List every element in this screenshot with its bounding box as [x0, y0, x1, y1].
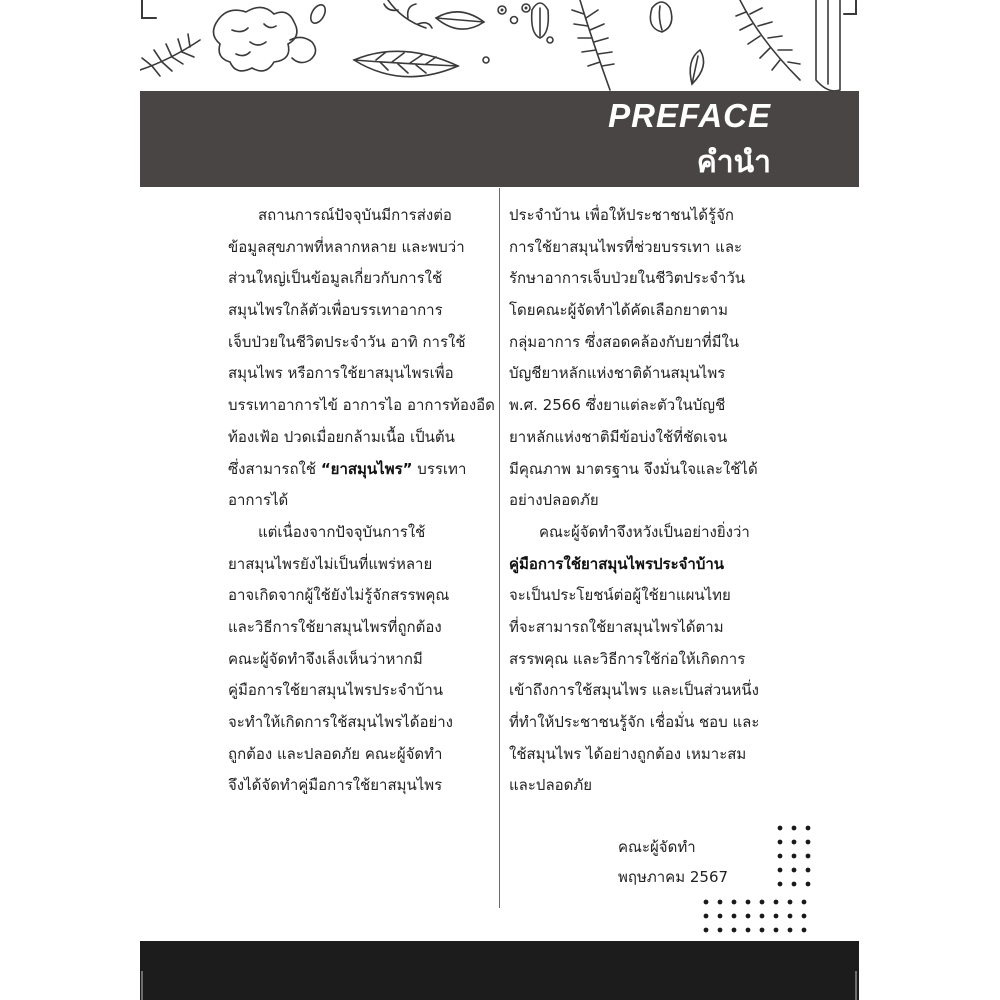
- text-line: สมุนไพร หรือการใช้ยาสมุนไพรเพื่อ: [228, 364, 454, 383]
- footer-corner-marks: [140, 941, 859, 1000]
- paragraph-2: [228, 517, 493, 802]
- text-line: รักษาอาการเจ็บป่วยในชีวิตประจำวัน: [509, 269, 746, 288]
- text-line: อย่างปลอดภัย: [509, 491, 599, 510]
- title-banner: [140, 91, 859, 187]
- text-line: ใช้สมุนไพร ได้อย่างถูกต้อง เหมาะสม: [509, 744, 747, 763]
- text-line: โดยคณะผู้จัดทำได้คัดเลือกยาตาม: [509, 301, 728, 320]
- text-line: ยาสมุนไพรยังไม่เป็นที่แพร่หลาย: [228, 554, 433, 573]
- herb-illustration-band: [140, 0, 859, 92]
- signature-author: คณะผู้จัดทำ: [618, 838, 696, 856]
- paragraph-1-continued: [509, 200, 789, 517]
- text-line: จึงได้จัดทำคู่มือการใช้ยาสมุนไพร: [228, 776, 443, 795]
- text-line: ประจำบ้าน เพื่อให้ประชาชนได้รู้จัก: [509, 206, 734, 224]
- decorative-dot-grid-horizontal: [702, 896, 822, 936]
- text-line: อาการได้: [228, 491, 289, 510]
- text-line-with-emphasis: [228, 454, 493, 486]
- text-line: ท้องเฟ้อ ปวดเมื่อยกล้ามเนื้อ เป็นต้น: [228, 427, 455, 446]
- left-column-text: [228, 200, 493, 802]
- title-thai: คำนำ: [696, 145, 771, 180]
- text-line: ส่วนใหญ่เป็นข้อมูลเกี่ยวกับการใช้: [228, 269, 443, 288]
- text-line: กลุ่มอาการ ซึ่งสอดคล้องกับยาที่มีใน: [509, 332, 740, 351]
- text-line: คณะผู้จัดทำจึงเล็งเห็นว่าหากมี: [228, 649, 423, 668]
- text-line: และปลอดภัย: [509, 776, 593, 795]
- emphasis-herbal-medicine: “ยาสมุนไพร”: [320, 459, 413, 478]
- text-line: ที่จะสามารถใช้ยาสมุนไพรได้ตาม: [509, 617, 724, 636]
- signature-block: [618, 832, 728, 892]
- text-line: พ.ศ. 2566 ซึ่งยาแต่ละตัวในบัญชี: [509, 396, 726, 415]
- text-line: แต่เนื่องจากปัจจุบันการใช้: [258, 522, 426, 541]
- text-line: อาจเกิดจากผู้ใช้ยังไม่รู้จักสรรพคุณ: [228, 586, 450, 605]
- preface-page: [140, 0, 859, 1000]
- emphasis-handbook-title: คู่มือการใช้ยาสมุนไพรประจำบ้าน: [509, 554, 725, 573]
- text-line: ที่ทำให้ประชาชนรู้จัก เชื่อมั่น ชอบ และ: [509, 713, 760, 731]
- paragraph-3: [509, 517, 789, 802]
- text-line: มีคุณภาพ มาตรฐาน จึงมั่นใจและใช้ได้: [509, 459, 758, 478]
- text-line: คณะผู้จัดทำจึงหวังเป็นอย่างยิ่งว่า: [539, 522, 750, 541]
- signature-date: พฤษภาคม 2567: [618, 868, 729, 886]
- text-line: ถูกต้อง และปลอดภัย คณะผู้จัดทำ: [228, 744, 443, 763]
- text-line: เจ็บป่วยในชีวิตประจำวัน อาทิ การใช้: [228, 332, 466, 351]
- text-line-with-emphasis: [509, 549, 789, 581]
- text-line: จะทำให้เกิดการใช้สมุนไพรได้อย่าง: [228, 713, 453, 731]
- footer-bar: [140, 941, 859, 1000]
- text-fragment: บรรเทา: [412, 459, 467, 478]
- text-line: ยาหลักแห่งชาติมีข้อบ่งใช้ที่ชัดเจน: [509, 427, 728, 446]
- text-line: จะเป็นประโยชน์ต่อผู้ใช้ยาแผนไทย: [509, 586, 731, 605]
- text-fragment: ซึ่งสามารถใช้: [228, 459, 321, 478]
- text-line: การใช้ยาสมุนไพรที่ช่วยบรรเทา และ: [509, 237, 743, 256]
- text-line: สถานการณ์ปัจจุบันมีการส่งต่อ: [258, 206, 452, 224]
- text-line: และวิธีการใช้ยาสมุนไพรที่ถูกต้อง: [228, 617, 442, 636]
- text-line: สรรพคุณ และวิธีการใช้ก่อให้เกิดการ: [509, 649, 746, 668]
- text-line: เข้าถึงการใช้สมุนไพร และเป็นส่วนหนึ่ง: [509, 681, 759, 700]
- text-line: บรรเทาอาการไข้ อาการไอ อาการท้องอืด: [228, 396, 495, 415]
- text-line: บัญชียาหลักแห่งชาติด้านสมุนไพร: [509, 364, 726, 383]
- column-divider: [499, 188, 500, 908]
- title-english: PREFACE: [608, 97, 771, 134]
- text-line: คู่มือการใช้ยาสมุนไพรประจำบ้าน: [228, 681, 444, 700]
- decorative-dot-grid-vertical: [776, 822, 816, 902]
- right-column-text: [509, 200, 789, 802]
- herb-illustration: [140, 0, 859, 92]
- text-line: สมุนไพรใกล้ตัวเพื่อบรรเทาอาการ: [228, 301, 443, 320]
- text-line: ข้อมูลสุขภาพที่หลากหลาย และพบว่า: [228, 237, 465, 256]
- paragraph-1: [228, 200, 493, 517]
